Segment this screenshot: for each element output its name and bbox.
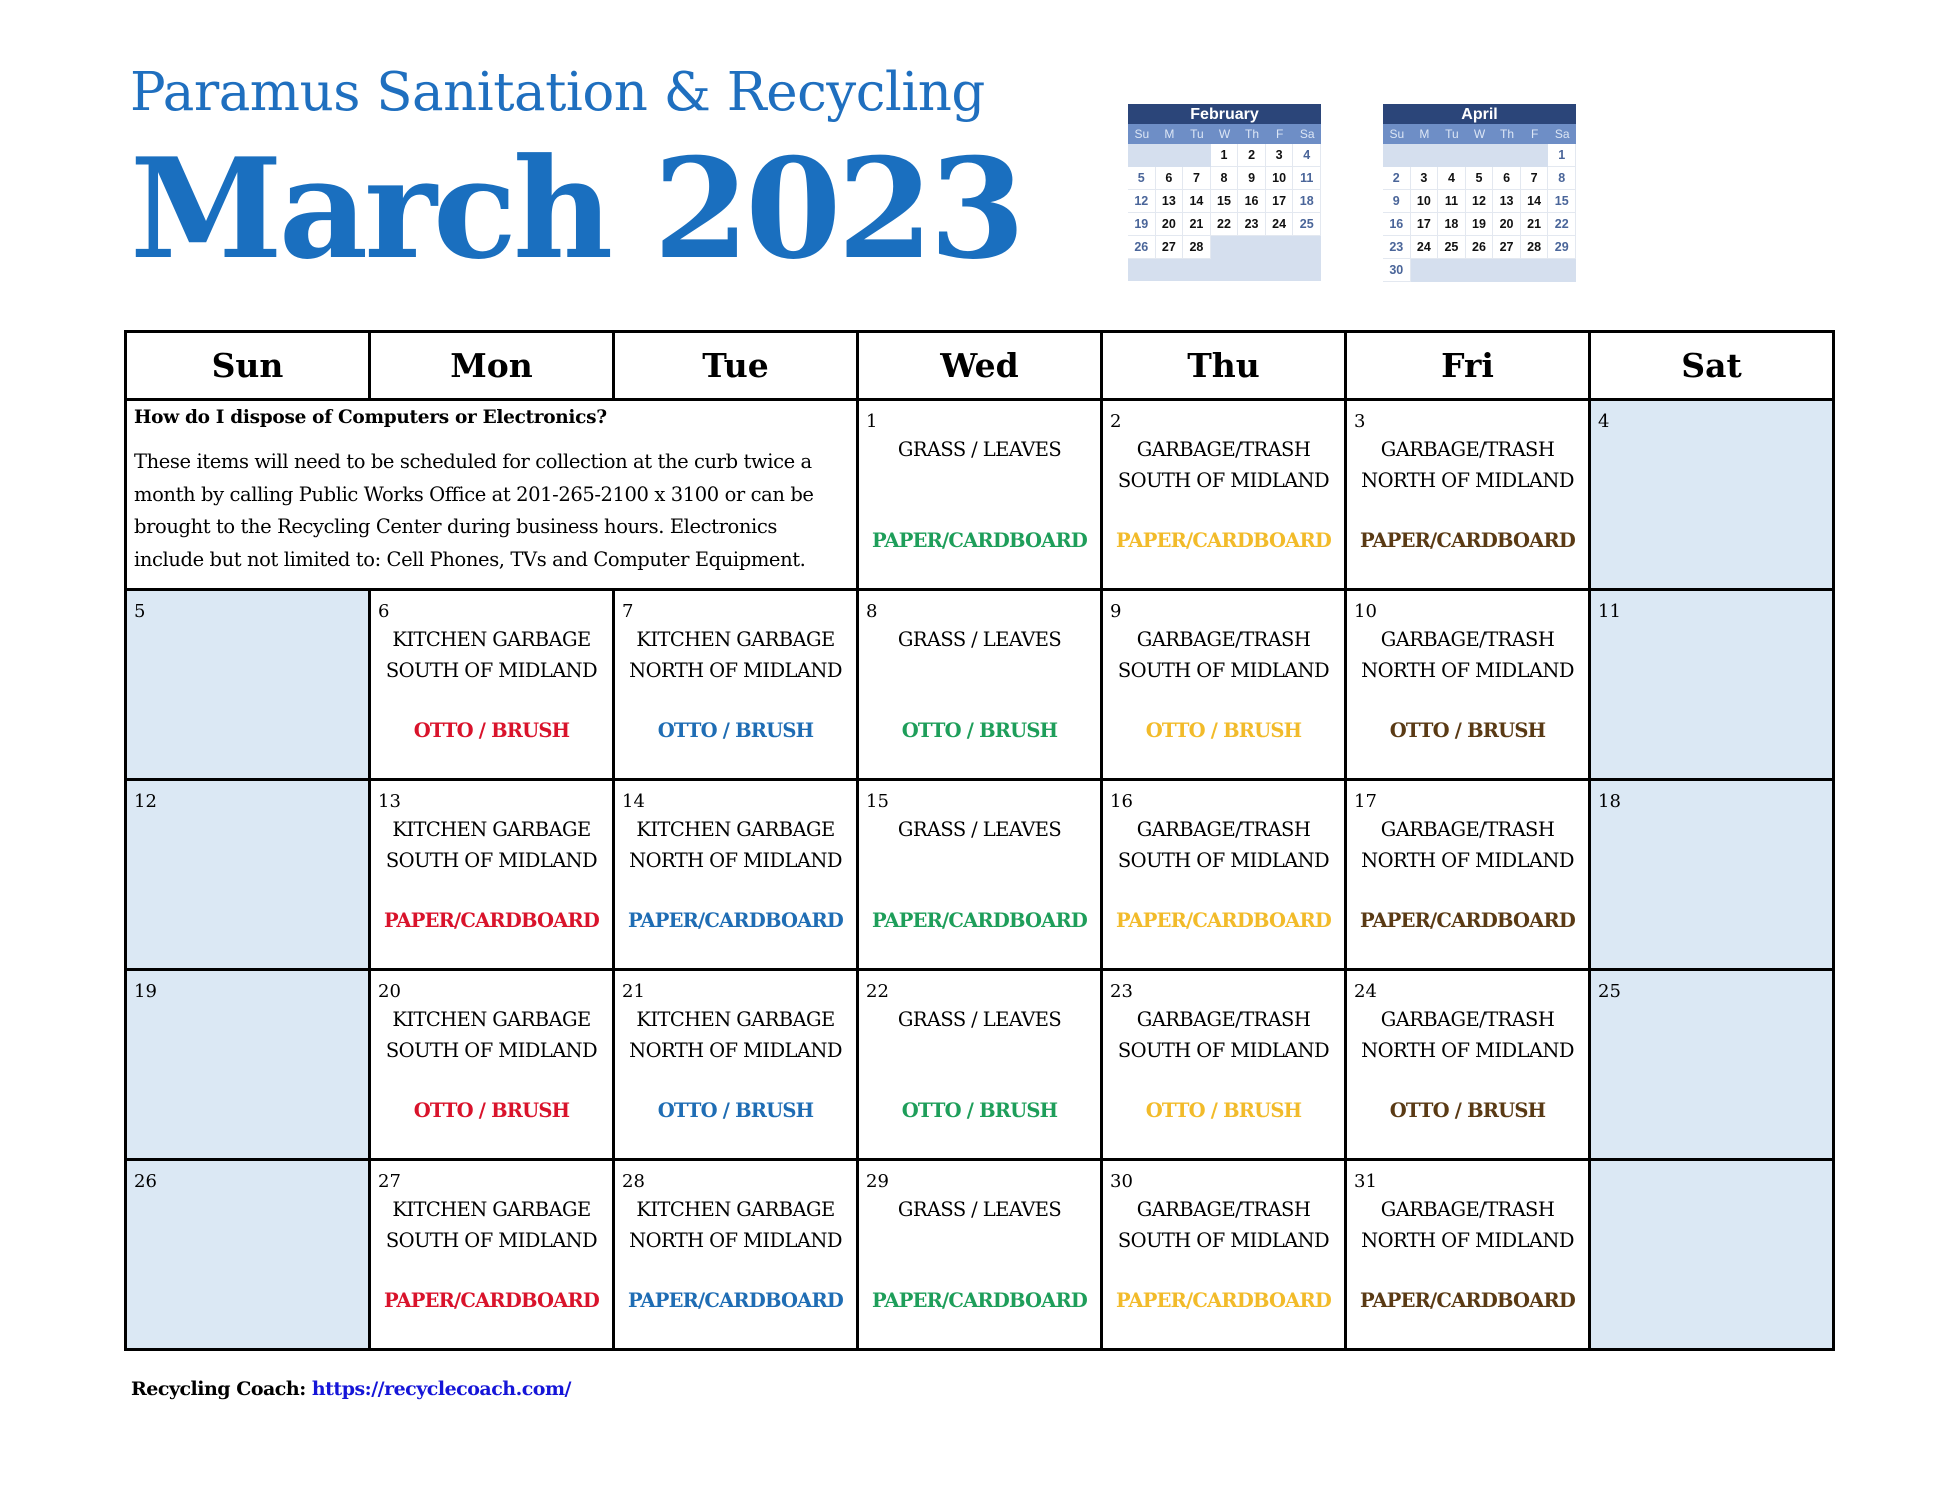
collection-zone: NORTH OF MIDLAND [1361,469,1574,492]
day-cell [1346,590,1590,780]
collection-type: KITCHEN GARBAGE [392,628,591,651]
mini-day: 4 [1438,167,1466,190]
day-number: 7 [622,601,634,622]
mini-day: 25 [1293,213,1321,236]
day-cell [1346,780,1590,970]
day-number: 2 [1110,411,1122,432]
day-number: 21 [622,981,645,1002]
mini-day: 20 [1156,213,1184,236]
day-cell [1346,970,1590,1160]
mini-empty-cell [1521,259,1549,281]
mini-day: 10 [1266,167,1294,190]
mini-day: 11 [1438,190,1466,213]
mini-day: 26 [1466,236,1494,259]
collection-type: GRASS / LEAVES [897,628,1062,651]
mini-calendar-april [1383,104,1576,282]
day-cell [1590,1160,1834,1350]
weekday-header-sat: Sat [1590,332,1834,400]
pickup-tag: PAPER/CARDBOARD [1115,1289,1332,1312]
weekday-header-wed: Wed [858,332,1102,400]
mini-day: 6 [1156,167,1184,190]
mini-day: 2 [1238,144,1266,167]
weekday-header-row [126,332,1834,400]
day-cell [1102,400,1346,590]
mini-day: 3 [1266,144,1294,167]
collection-zone: SOUTH OF MIDLAND [385,1229,598,1252]
week-row [126,1160,1834,1350]
collection-zone: NORTH OF MIDLAND [1361,659,1574,682]
pickup-tag: OTTO / BRUSH [413,719,570,742]
weekday-header-tue: Tue [614,332,858,400]
day-number: 6 [378,601,390,622]
day-number: 18 [1598,791,1621,812]
day-cell [858,590,1102,780]
day-cell [370,780,614,970]
day-number: 20 [378,981,401,1002]
mini-empty-cell [1128,144,1156,166]
pickup-tag: OTTO / BRUSH [657,719,814,742]
mini-day: 21 [1521,213,1549,236]
mini-day: 6 [1493,167,1521,190]
day-number: 27 [378,1171,401,1192]
mini-empty-cell [1493,259,1521,281]
week-row [126,400,1834,590]
pickup-tag: PAPER/CARDBOARD [1359,529,1576,552]
day-cell [370,970,614,1160]
collection-zone: SOUTH OF MIDLAND [1117,659,1330,682]
pickup-tag: PAPER/CARDBOARD [627,1289,844,1312]
week-row [126,970,1834,1160]
mini-weekday: Th [1500,127,1515,141]
mini-day: 19 [1128,213,1156,236]
info-body: These items will need to be scheduled for collection at the curb twice a month by calling Public Works Office at 201-265-2100 x 3100 or can be brought to the Recycling Center during business hours. Electronics include but not limited to: Cell Phones, TVs and Computer Equipment. [134,450,814,571]
mini-calendar-month: February [1128,104,1321,124]
collection-type: KITCHEN GARBAGE [636,628,835,651]
mini-day: 19 [1466,213,1494,236]
pickup-tag: OTTO / BRUSH [1145,1099,1302,1122]
day-cell [858,970,1102,1160]
footer-label: Recycling Coach: [131,1378,312,1400]
day-number: 16 [1110,791,1133,812]
day-cell [1590,970,1834,1160]
mini-weekday: Su [1134,127,1150,141]
mini-weekday: Tu [1445,127,1459,141]
mini-day: 20 [1493,213,1521,236]
mini-day: 27 [1156,236,1184,259]
day-number: 3 [1354,411,1366,432]
mini-empty-cell [1548,259,1576,281]
mini-calendar-weekdays [1383,124,1576,144]
day-number: 1 [866,411,878,432]
day-number: 17 [1354,791,1377,812]
mini-day: 22 [1211,213,1239,236]
recycle-coach-link[interactable]: https://recyclecoach.com/ [311,1378,571,1400]
mini-day: 9 [1238,167,1266,190]
day-cell [126,1160,370,1350]
mini-day: 7 [1183,167,1211,190]
footer [131,1378,571,1400]
week-row [126,590,1834,780]
mini-day: 23 [1238,213,1266,236]
day-cell [614,780,858,970]
collection-type: GARBAGE/TRASH [1380,628,1555,651]
monthly-calendar [124,330,1835,1351]
collection-zone: SOUTH OF MIDLAND [1117,1039,1330,1062]
mini-day: 28 [1521,236,1549,259]
mini-day: 21 [1183,213,1211,236]
pickup-tag: PAPER/CARDBOARD [871,909,1088,932]
day-number: 8 [866,601,878,622]
day-cell [1346,1160,1590,1350]
day-cell [858,780,1102,970]
day-number: 14 [622,791,645,812]
month-title: March 2023 [130,127,1022,290]
mini-day: 18 [1293,190,1321,213]
mini-day: 18 [1438,213,1466,236]
mini-weekday: Sa [1554,127,1570,141]
pickup-tag: PAPER/CARDBOARD [1359,1289,1576,1312]
pickup-tag: PAPER/CARDBOARD [1359,909,1576,932]
day-number: 24 [1354,981,1377,1002]
info-heading: How do I dispose of Computers or Electronics? [134,407,607,428]
collection-type: GRASS / LEAVES [897,818,1062,841]
day-number: 12 [134,791,157,812]
mini-day: 5 [1466,167,1494,190]
weekday-header-sun: Sun [126,332,370,400]
collection-type: GARBAGE/TRASH [1380,438,1555,461]
day-cell [1590,590,1834,780]
mini-day: 16 [1383,213,1411,236]
mini-empty-cell [1238,236,1266,258]
mini-empty-cell [1383,144,1411,166]
mini-weekday: W [1473,127,1486,141]
day-number: 9 [1110,601,1122,622]
mini-weekday: F [1275,127,1284,141]
mini-day: 13 [1493,190,1521,213]
mini-day: 5 [1128,167,1156,190]
day-cell [126,780,370,970]
mini-day: 9 [1383,190,1411,213]
mini-empty-cell [1493,144,1521,166]
mini-weekday: Su [1389,127,1405,141]
pickup-tag: PAPER/CARDBOARD [871,529,1088,552]
day-number: 15 [866,791,889,812]
mini-day: 16 [1238,190,1266,213]
collection-type: GARBAGE/TRASH [1380,818,1555,841]
mini-empty-cell [1293,236,1321,258]
mini-day: 15 [1548,190,1576,213]
day-number: 11 [1598,601,1621,622]
collection-zone: NORTH OF MIDLAND [629,1039,842,1062]
day-cell [1102,590,1346,780]
mini-calendar-weekdays [1128,124,1321,144]
mini-empty-cell [1466,144,1494,166]
collection-zone: NORTH OF MIDLAND [629,849,842,872]
mini-weekday: M [1164,127,1175,141]
day-cell [1102,780,1346,970]
mini-day: 13 [1156,190,1184,213]
collection-zone: NORTH OF MIDLAND [629,1229,842,1252]
day-number: 23 [1110,981,1133,1002]
pickup-tag: OTTO / BRUSH [901,719,1058,742]
collection-type: GARBAGE/TRASH [1136,438,1311,461]
pickup-tag: OTTO / BRUSH [657,1099,814,1122]
mini-empty-cell [1156,144,1184,166]
mini-day: 28 [1183,236,1211,259]
mini-day: 7 [1521,167,1549,190]
mini-day: 17 [1411,213,1439,236]
mini-day: 14 [1521,190,1549,213]
day-cell [614,590,858,780]
mini-day: 23 [1383,236,1411,259]
pickup-tag: PAPER/CARDBOARD [1115,909,1332,932]
pickup-tag: PAPER/CARDBOARD [627,909,844,932]
pickup-tag: OTTO / BRUSH [1389,719,1546,742]
day-cell [126,970,370,1160]
weekday-header-fri: Fri [1346,332,1590,400]
day-number: 5 [134,601,146,622]
collection-zone: SOUTH OF MIDLAND [1117,1229,1330,1252]
pickup-tag: OTTO / BRUSH [901,1099,1058,1122]
day-number: 26 [134,1171,157,1192]
day-number: 28 [622,1171,645,1192]
collection-zone: NORTH OF MIDLAND [1361,849,1574,872]
mini-day: 24 [1266,213,1294,236]
mini-day: 27 [1493,236,1521,259]
day-cell [1102,970,1346,1160]
day-cell [858,400,1102,590]
collection-type: GARBAGE/TRASH [1380,1198,1555,1221]
collection-zone: SOUTH OF MIDLAND [385,659,598,682]
pickup-tag: PAPER/CARDBOARD [871,1289,1088,1312]
mini-day: 25 [1438,236,1466,259]
pickup-tag: PAPER/CARDBOARD [383,1289,600,1312]
day-number: 19 [134,981,157,1002]
collection-type: GRASS / LEAVES [897,438,1062,461]
collection-type: GARBAGE/TRASH [1136,1008,1311,1031]
mini-day: 14 [1183,190,1211,213]
collection-zone: SOUTH OF MIDLAND [385,1039,598,1062]
collection-zone: NORTH OF MIDLAND [629,659,842,682]
mini-day: 22 [1548,213,1576,236]
mini-day: 11 [1293,167,1321,190]
collection-type: KITCHEN GARBAGE [636,818,835,841]
collection-type: GARBAGE/TRASH [1136,628,1311,651]
mini-day: 2 [1383,167,1411,190]
mini-weekday: Sa [1299,127,1315,141]
mini-day: 29 [1548,236,1576,259]
mini-weekday: Th [1245,127,1260,141]
mini-empty-cell [1438,259,1466,281]
mini-day: 8 [1548,167,1576,190]
mini-empty-cell [1411,259,1439,281]
mini-day: 4 [1293,144,1321,167]
day-number: 22 [866,981,889,1002]
day-cell [614,970,858,1160]
day-cell [126,590,370,780]
mini-calendar-february [1128,104,1321,281]
mini-weekday: M [1419,127,1430,141]
day-number: 10 [1354,601,1377,622]
day-number: 31 [1354,1171,1377,1192]
weekday-header-mon: Mon [370,332,614,400]
day-number: 29 [866,1171,889,1192]
mini-day: 3 [1411,167,1439,190]
mini-day: 24 [1411,236,1439,259]
mini-day: 12 [1128,190,1156,213]
mini-weekday: F [1530,127,1539,141]
day-cell [1590,780,1834,970]
mini-day: 30 [1383,259,1411,282]
collection-type: KITCHEN GARBAGE [636,1198,835,1221]
pickup-tag: OTTO / BRUSH [1389,1099,1546,1122]
mini-empty-cell [1266,236,1294,258]
mini-day: 1 [1548,144,1576,167]
mini-empty-cell [1183,144,1211,166]
electronics-info-box [126,400,858,590]
collection-type: KITCHEN GARBAGE [392,818,591,841]
collection-zone: NORTH OF MIDLAND [1361,1039,1574,1062]
day-number: 13 [378,791,401,812]
mini-weekday: Tu [1190,127,1204,141]
collection-type: KITCHEN GARBAGE [392,1008,591,1031]
collection-zone: NORTH OF MIDLAND [1361,1229,1574,1252]
mini-day: 15 [1211,190,1239,213]
day-cell [858,1160,1102,1350]
collection-type: GRASS / LEAVES [897,1198,1062,1221]
weekday-header-thu: Thu [1102,332,1346,400]
mini-calendar-month: April [1383,104,1576,124]
mini-day: 17 [1266,190,1294,213]
pickup-tag: OTTO / BRUSH [1145,719,1302,742]
day-cell [370,1160,614,1350]
pickup-tag: PAPER/CARDBOARD [1115,529,1332,552]
week-row [126,780,1834,970]
mini-empty-cell [1411,144,1439,166]
day-cell [1590,400,1834,590]
organization-subtitle: Paramus Sanitation & Recycling [130,62,985,123]
collection-zone: SOUTH OF MIDLAND [385,849,598,872]
collection-type: KITCHEN GARBAGE [392,1198,591,1221]
collection-type: GARBAGE/TRASH [1136,818,1311,841]
mini-day: 26 [1128,236,1156,259]
mini-empty-cell [1211,236,1239,258]
day-number: 4 [1598,411,1610,432]
day-number: 25 [1598,981,1621,1002]
day-cell [1346,400,1590,590]
pickup-tag: OTTO / BRUSH [413,1099,570,1122]
mini-day: 10 [1411,190,1439,213]
mini-day: 8 [1211,167,1239,190]
collection-type: KITCHEN GARBAGE [636,1008,835,1031]
day-cell [1102,1160,1346,1350]
day-number: 30 [1110,1171,1133,1192]
mini-day: 12 [1466,190,1494,213]
collection-type: GRASS / LEAVES [897,1008,1062,1031]
pickup-tag: PAPER/CARDBOARD [383,909,600,932]
day-cell [370,590,614,780]
collection-type: GARBAGE/TRASH [1136,1198,1311,1221]
mini-empty-cell [1438,144,1466,166]
mini-weekday: W [1218,127,1231,141]
collection-type: GARBAGE/TRASH [1380,1008,1555,1031]
mini-empty-cell [1521,144,1549,166]
collection-zone: SOUTH OF MIDLAND [1117,849,1330,872]
collection-zone: SOUTH OF MIDLAND [1117,469,1330,492]
mini-empty-cell [1466,259,1494,281]
mini-day: 1 [1211,144,1239,167]
day-cell [614,1160,858,1350]
